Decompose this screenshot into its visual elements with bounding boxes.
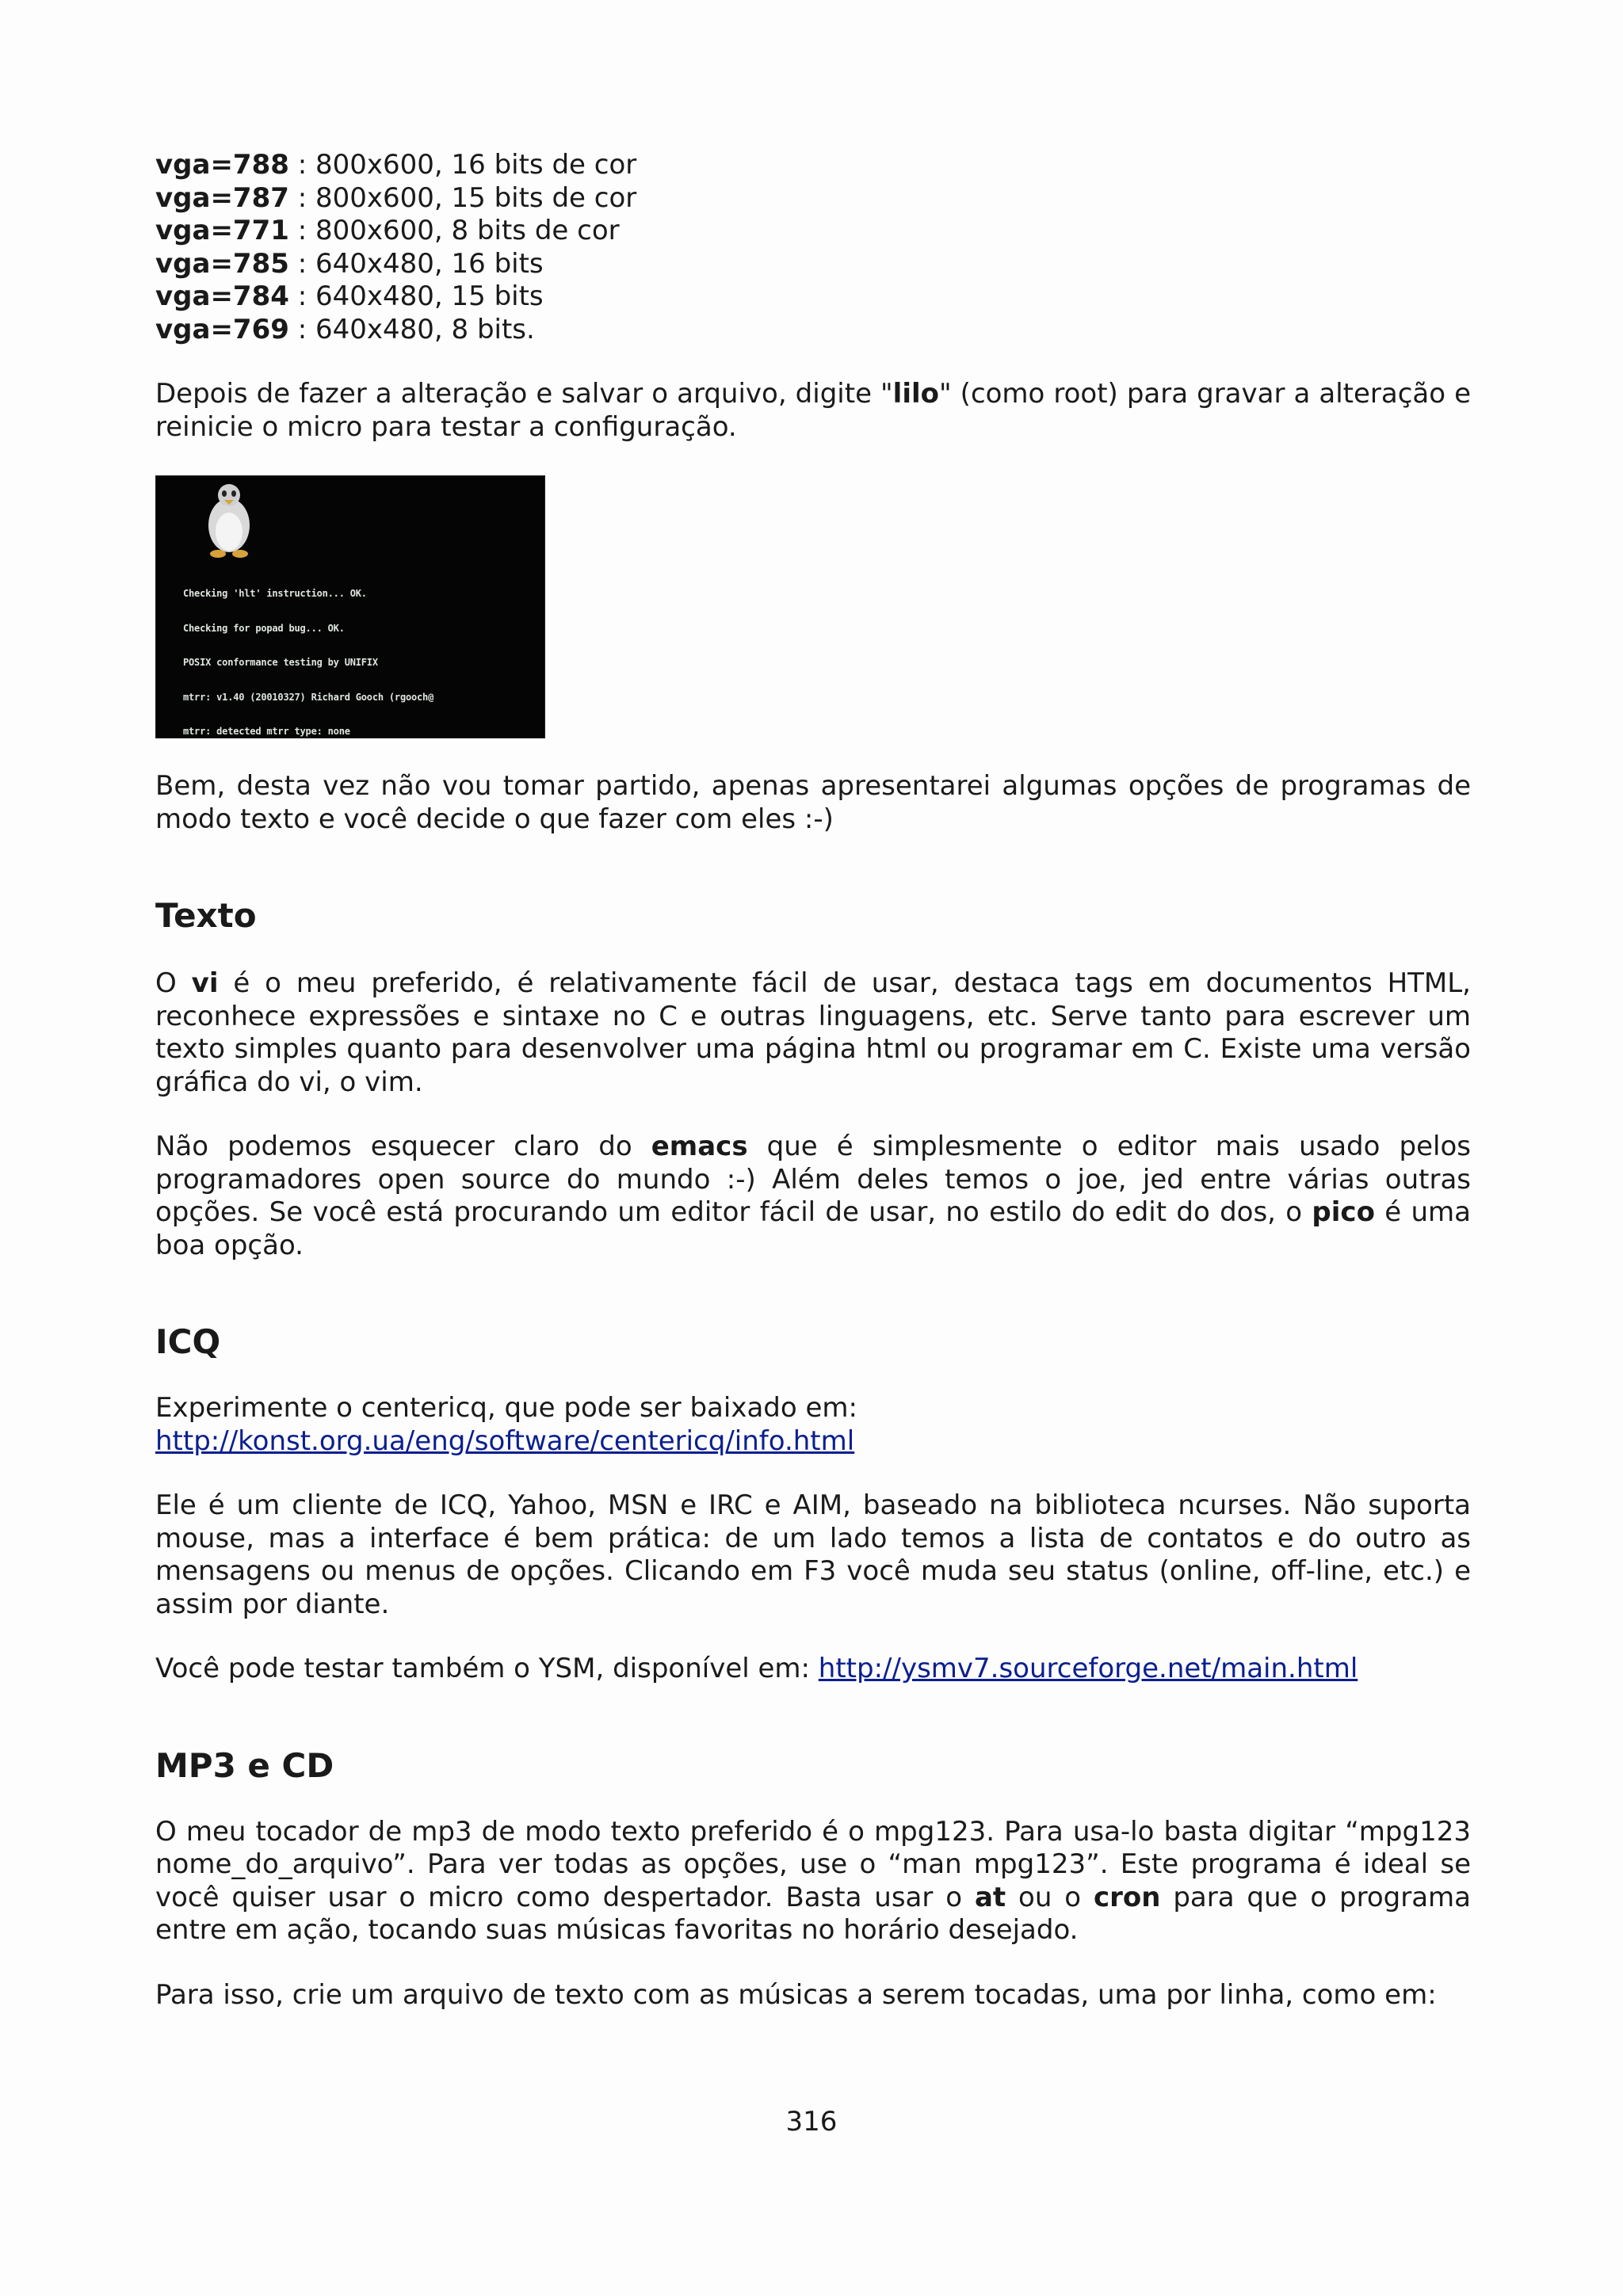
vga-mode-list [155,149,1471,346]
page-content [155,149,1471,2012]
ysm-link[interactable]: http://ysmv7.sourceforge.net/main.html [818,1653,1358,1684]
paragraph-vi: O vi é o meu preferido, é relativamente fácil de usar, destaca tags em documentos HTML, reconhece expressões e sintaxe no C e outras linguagens, etc. Serve tanto para escrever um texto simples quanto para desenvolver uma página html ou programar em C. Existe uma versão gráfica do vi, o vim. [155,967,1471,1098]
list-item: vga=788 : 800x600, 16 bits de cor [155,149,637,181]
page-number: 316 [785,2106,838,2138]
paragraph-lilo: Depois de fazer a alteração e salvar o arquivo, digite "lilo" (como root) para gravar a alteração e reinicie o micro para testar a configuração. [155,378,1471,443]
heading-icq: ICQ [155,1322,221,1361]
boot-log [183,565,545,738]
list-item: vga=787 : 800x600, 15 bits de cor [155,181,637,214]
boot-line: mtrr: v1.40 (20010327) Richard Gooch (rgooch@ [183,691,434,703]
paragraph-emacs: Não podemos esquecer claro do emacs que é simplesmente o editor mais usado pelos programadores open source do mundo :-) Além deles temos o joe, jed entre várias outras opções. Se você está procurando um editor fácil de usar, no estilo do edit do dos, o pico é uma boa opção. [155,1131,1471,1261]
paragraph-mpg123: O meu tocador de mp3 de modo texto preferido é o mpg123. Para usa-lo basta digitar “mpg123 nome_do_arquivo”. Para ver todas as opções, use o “man mpg123”. Este programa é ideal se você quiser usar o micro como despertador. Basta usar o at ou o cron para que o programa entre em ação, tocando suas músicas favoritas no horário desejado. [155,1815,1472,1946]
list-item: vga=785 : 640x480, 16 bits [155,247,544,280]
boot-screenshot [155,475,545,738]
list-item: vga=771 : 800x600, 8 bits de cor [155,215,620,246]
list-item: vga=784 : 640x480, 15 bits [155,280,544,312]
boot-line: mtrr: detected mtrr type: none [183,726,350,737]
heading-mp3-cd: MP3 e CD [155,1745,334,1785]
paragraph-intro: Bem, desta vez não vou tomar partido, apenas apresentarei algumas opções de programas de modo texto e você decide o que fazer com eles :-) [155,770,1471,835]
boot-line: Checking for popad bug... OK. [183,622,345,634]
heading-texto: Texto [155,896,257,935]
boot-line: Checking 'hlt' instruction... OK. [183,588,367,599]
paragraph-ysm: Você pode testar também o YSM, disponível em: http://ysmv7.sourceforge.net/main.html [155,1653,1358,1684]
paragraph-cliente: Ele é um cliente de ICQ, Yahoo, MSN e IRC e AIM, baseado na biblioteca ncurses. Não suporta mouse, mas a interface é bem prática: de um lado temos a lista de contatos e do outro as mensagens ou menus de opções. Clicando em F3 você muda seu status (online, off-line, etc.) e assim por diante. [155,1489,1471,1620]
list-item: vga=769 : 640x480, 8 bits. [155,313,535,345]
paragraph-playlist: Para isso, crie um arquivo de texto com as músicas a serem tocadas, uma por linha, como em: [155,1978,1437,2011]
paragraph-centericq: Experimente o centericq, que pode ser baixado em: http://konst.org.ua/eng/software/centericq/info.html [155,1392,857,1457]
centericq-link[interactable]: http://konst.org.ua/eng/software/centericq/info.html [155,1425,855,1457]
boot-line: POSIX conformance testing by UNIFIX [183,657,378,668]
